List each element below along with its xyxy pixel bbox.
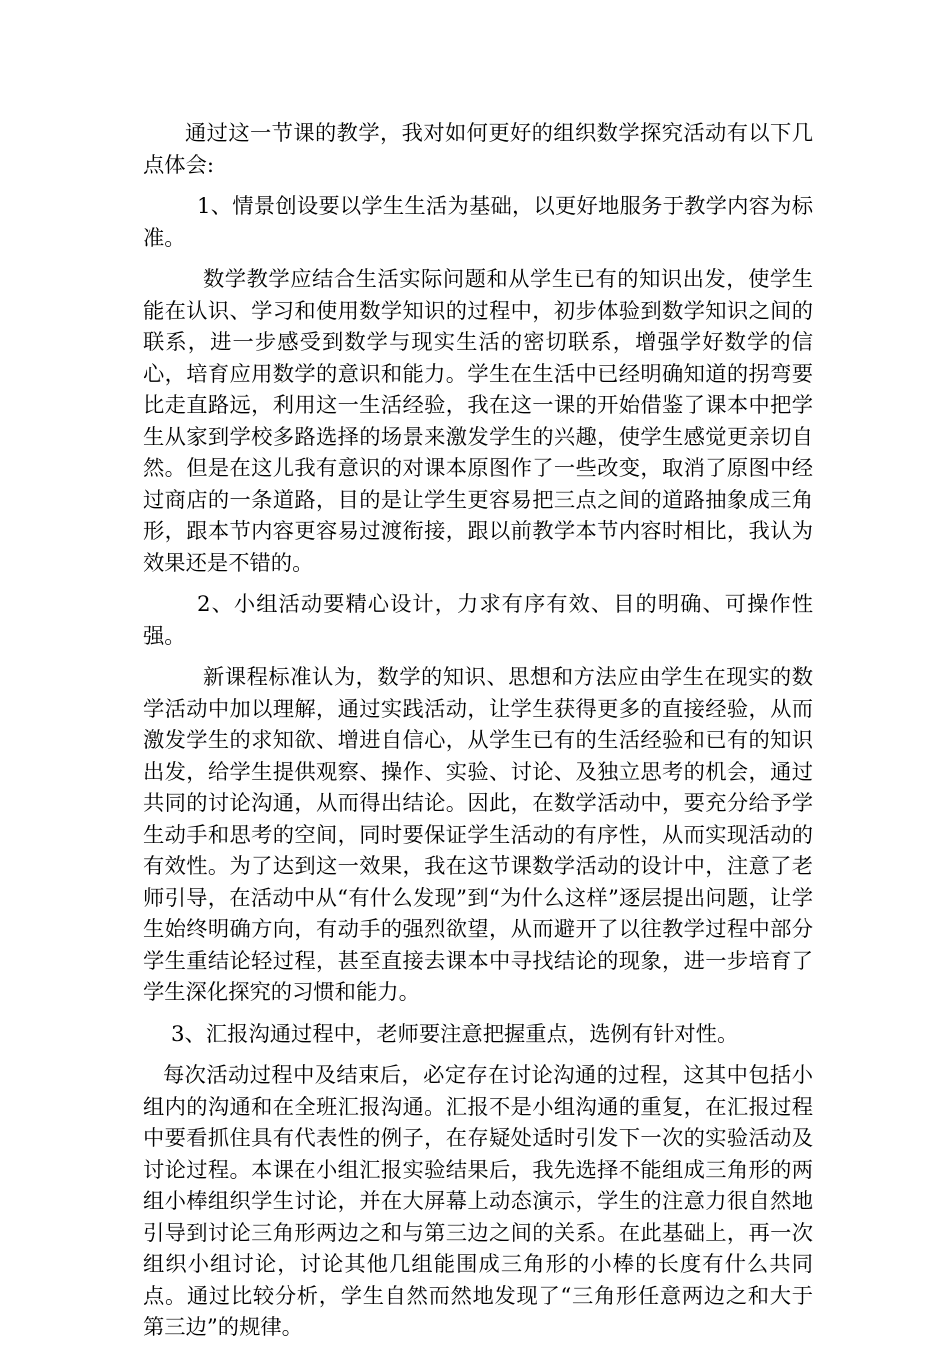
point-2-body: 新课程标准认为，数学的知识、思想和方法应由学生在现实的数学活动中加以理解，通过实践活动，让学生获得更多的直接经验，从而激发学生的求知欲、增进自信心，从学生已有的生活经验和已有的知识出发，给学生提供观察、操作、实验、讨论、及独立思考的机会，通过共同的讨论沟通，从而得出结论。因此，在数学活动中，要充分给予学生动手和思考的空间，同时要保证学生活动的有序性，从而实现活动的有效性。为了达到这一效果，我在这节课数学活动的设计中，注意了老师引导，在活动中从“有什么发现”到“为什么这样”逐层提出问题，让学生始终明确方向，有动手的强烈欲望，从而避开了以往教学过程中部分学生重结论轻过程，甚至直接去课本中寻找结论的现象，进一步培育了学生深化探究的习惯和能力。 xyxy=(143,665,813,1005)
point-3-heading: 3、汇报沟通过程中，老师要注意把握重点，选例有针对性。 xyxy=(171,1021,739,1047)
intro-paragraph: 通过这一节课的教学，我对如何更好的组织数学探究活动有以下几点体会: xyxy=(143,121,813,178)
point-1-body: 数学教学应结合生活实际问题和从学生已有的知识出发，使学生能在认识、学习和使用数学知识的过程中，初步体验到数学知识之间的联系，进一步感受到数学与现实生活的密切联系，增强学好数学的信心，培育应用数学的意识和能力。学生在生活中已经明确知道的拐弯要比走直路远，利用这一生活经验，我在这一课的开始借鉴了课本中把学生从家到学校多路选择的场景来激发学生的兴趣，使学生感觉更亲切自然。但是在这儿我有意识的对课本原图作了一些改变，取消了原图中经过商店的一条道路，目的是让学生更容易把三点之间的道路抽象成三角形，跟本节内容更容易过渡衔接，跟以前教学本节内容时相比，我认为效果还是不错的。 xyxy=(143,267,813,576)
point-2-heading: 2、小组活动要精心设计，力求有序有效、目的明确、可操作性强。 xyxy=(143,592,813,649)
document-body xyxy=(143,118,813,1354)
point-3-body: 每次活动过程中及结束后，必定存在讨论沟通的过程，这其中包括小组内的沟通和在全班汇报沟通。汇报不是小组沟通的重复，在汇报过程中要看抓住具有代表性的例子，在存疑处适时引发下一次的实验活动及讨论过程。本课在小组汇报实验结果后，我先选择不能组成三角形的两组小棒组织学生讨论，并在大屏幕上动态演示，学生的注意力很自然地引导到讨论三角形两边之和与第三边之间的关系。在此基础上，再一次组织小组讨论，讨论其他几组能围成三角形的小棒的长度有什么共同点。通过比较分析，学生自然而然地发现了“三角形任意两边之和大于第三边”的规律。 xyxy=(143,1063,813,1340)
point-1-heading: 1、情景创设要以学生生活为基础，以更好地服务于教学内容为标准。 xyxy=(143,194,813,251)
